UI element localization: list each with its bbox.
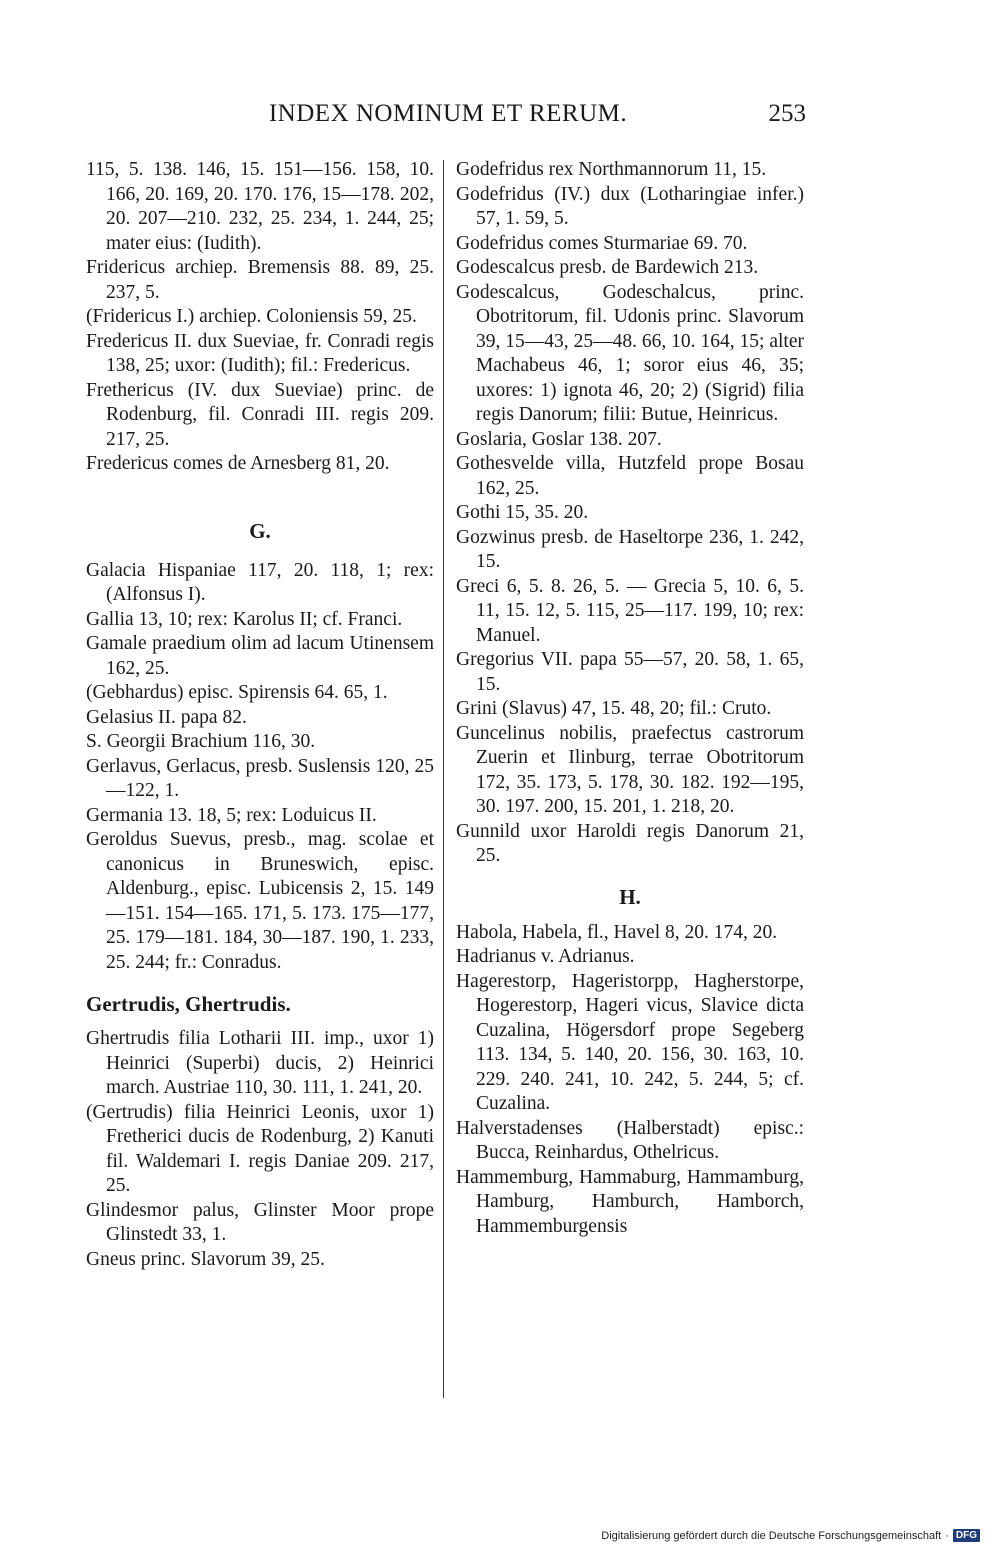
dfg-logo-icon: DFG xyxy=(953,1529,980,1542)
index-entry: (Gertrudis) filia Heinrici Leonis, uxor 1) Fretherici ducis de Rodenburg, 2) Kanuti fil. Waldemari I. regis Daniae 209. 217, 25. xyxy=(86,1101,434,1196)
index-entry: Gothi 15, 35. 20. xyxy=(456,502,589,523)
index-entry: 115, 5. 138. 146, 15. 151—156. 158, 10. 166, 20. 169, 20. 170. 176, 15—178. 202, 20. 207—210. 232, 25. 234, 1. 244, 25; mater eius: (Iudith). xyxy=(86,159,434,254)
index-entry: Germania 13. 18, 5; rex: Loduicus II. xyxy=(86,804,377,826)
index-entry: Hagerestorp, Hageristorpp, Hagherstorpe, Hogerestorp, Hageri vicus, Slavice dicta Cuzalina, Högersdorf prope Segeberg 113. 134, 5. 140, 20. 156, 30. 163, 10. 229. 240. 241, 10. 242, 5. 244, 5; cf. Cuzalina. xyxy=(456,970,804,1114)
index-entry: Geroldus Suevus, presb., mag. scolae et canonicus in Bruneswich, episc. Aldenburg., episc. Lubicensis 2, 15. 149—151. 154—165. 171, 5. 173. 175—177, 25. 179—181. 184, 30—187. 190, 1. 233, 25. 244; fr.: Conradus. xyxy=(86,829,434,973)
left-column xyxy=(86,158,434,1272)
digitization-footer: Digitalisierung gefördert durch die Deutsche Forschungsgemeinschaft · DFG xyxy=(601,1529,980,1542)
index-entry: Fredericus II. dux Sueviae, fr. Conradi regis 138, 25; uxor: (Iudith); fil.: Fredericus. xyxy=(86,330,434,376)
index-entry: (Gebhardus) episc. Spirensis 64. 65, 1. xyxy=(86,682,388,703)
index-entry: Halverstadenses (Halberstadt) episc.: Bucca, Reinhardus, Othelricus. xyxy=(456,1117,804,1163)
index-entry: Gunnild uxor Haroldi regis Danorum 21, 25. xyxy=(456,820,804,866)
index-entry: Godefridus rex Northmannorum 11, 15. xyxy=(456,159,767,180)
index-entry: Godescalcus, Godeschalcus, princ. Obotritorum, fil. Udonis princ. Slavorum 39, 15—43, 25—48. 66, 10. 164, 15; alter Machabeus 46, 1; soror eius 46, 35; uxores: 1) ignota 46, 20; 2) (Sigrid) filia regis Danorum; filii: Butue, Heinricus. xyxy=(456,281,804,425)
index-entry: Fridericus archiep. Bremensis 88. 89, 25. 237, 5. xyxy=(86,257,434,303)
index-entry: Godefridus comes Sturmariae 69. 70. xyxy=(456,232,748,254)
index-entry: (Fridericus I.) archiep. Coloniensis 59, 25. xyxy=(86,306,417,327)
index-entry: Goslaria, Goslar 138. 207. xyxy=(456,428,662,450)
index-entry: Gothesvelde villa, Hutzfeld prope Bosau 162, 25. xyxy=(456,453,804,499)
index-entry: Godefridus (IV.) dux (Lotharingiae infer.) 57, 1. 59, 5. xyxy=(456,183,804,229)
index-entry: Godescalcus presb. de Bardewich 213. xyxy=(456,257,759,278)
right-column xyxy=(456,158,804,1239)
index-entry: Gamale praedium olim ad lacum Utinensem 162, 25. xyxy=(86,633,434,679)
subheading-gertrudis: Gertrudis, Ghertrudis. xyxy=(86,992,291,1016)
index-entry: Galacia Hispaniae 117, 20. 118, 1; rex: (Alfonsus I). xyxy=(86,559,434,605)
index-entry: Grini (Slavus) 47, 15. 48, 20; fil.: Cruto. xyxy=(456,698,772,719)
index-entry: Gallia 13, 10; rex: Karolus II; cf. Franci. xyxy=(86,608,403,630)
page-header xyxy=(90,100,806,134)
index-entry: Glindesmor palus, Glinster Moor prope Glinstedt 33, 1. xyxy=(86,1199,434,1245)
column-divider xyxy=(443,160,444,1398)
index-entry: Gelasius II. papa 82. xyxy=(86,706,247,728)
index-entry: Gregorius VII. papa 55—57, 20. 58, 1. 65, 15. xyxy=(456,649,804,695)
index-entry: Gerlavus, Gerlacus, presb. Suslensis 120, 25—122, 1. xyxy=(86,755,434,801)
index-entry: Frethericus (IV. dux Sueviae) princ. de Rodenburg, fil. Conradi III. regis 209. 217, 25. xyxy=(86,379,434,450)
section-heading-h: H. xyxy=(619,884,641,909)
index-entry: Gozwinus presb. de Haseltorpe 236, 1. 242, 15. xyxy=(456,526,804,572)
index-entry: Hadrianus v. Adrianus. xyxy=(456,946,635,967)
section-heading-g: G. xyxy=(249,518,271,543)
index-entry: Hammemburg, Hammaburg, Hammamburg, Hamburg, Hamburch, Hamborch, Hammemburgensis xyxy=(456,1166,804,1237)
index-entry: Fredericus comes de Arnesberg 81, 20. xyxy=(86,453,390,474)
index-entry: Ghertrudis filia Lotharii III. imp., uxor 1) Heinrici (Superbi) ducis, 2) Heinrici march. Austriae 110, 30. 111, 1. 241, 20. xyxy=(86,1028,434,1098)
page-number: 253 xyxy=(768,100,806,127)
footer-credit: Digitalisierung gefördert durch die Deutsche Forschungsgemeinschaft xyxy=(601,1529,942,1542)
index-entry: Habola, Habela, fl., Havel 8, 20. 174, 20. xyxy=(456,921,778,943)
running-title: INDEX NOMINUM ET RERUM. xyxy=(268,100,628,127)
index-entry: Greci 6, 5. 8. 26, 5. — Grecia 5, 10. 6, 5. 11, 15. 12, 5. 115, 25—117. 199, 10; rex: Manuel. xyxy=(456,575,804,646)
index-entry: S. Georgii Brachium 116, 30. xyxy=(86,731,316,752)
index-entry: Guncelinus nobilis, praefectus castrorum Zuerin et Ilinburg, terrae Obotritorum 172, 35. 173, 5. 178, 30. 182. 192—195, 30. 197. 200, 15. 201, 1. 218, 20. xyxy=(456,722,804,817)
index-entry: Gneus princ. Slavorum 39, 25. xyxy=(86,1248,325,1270)
